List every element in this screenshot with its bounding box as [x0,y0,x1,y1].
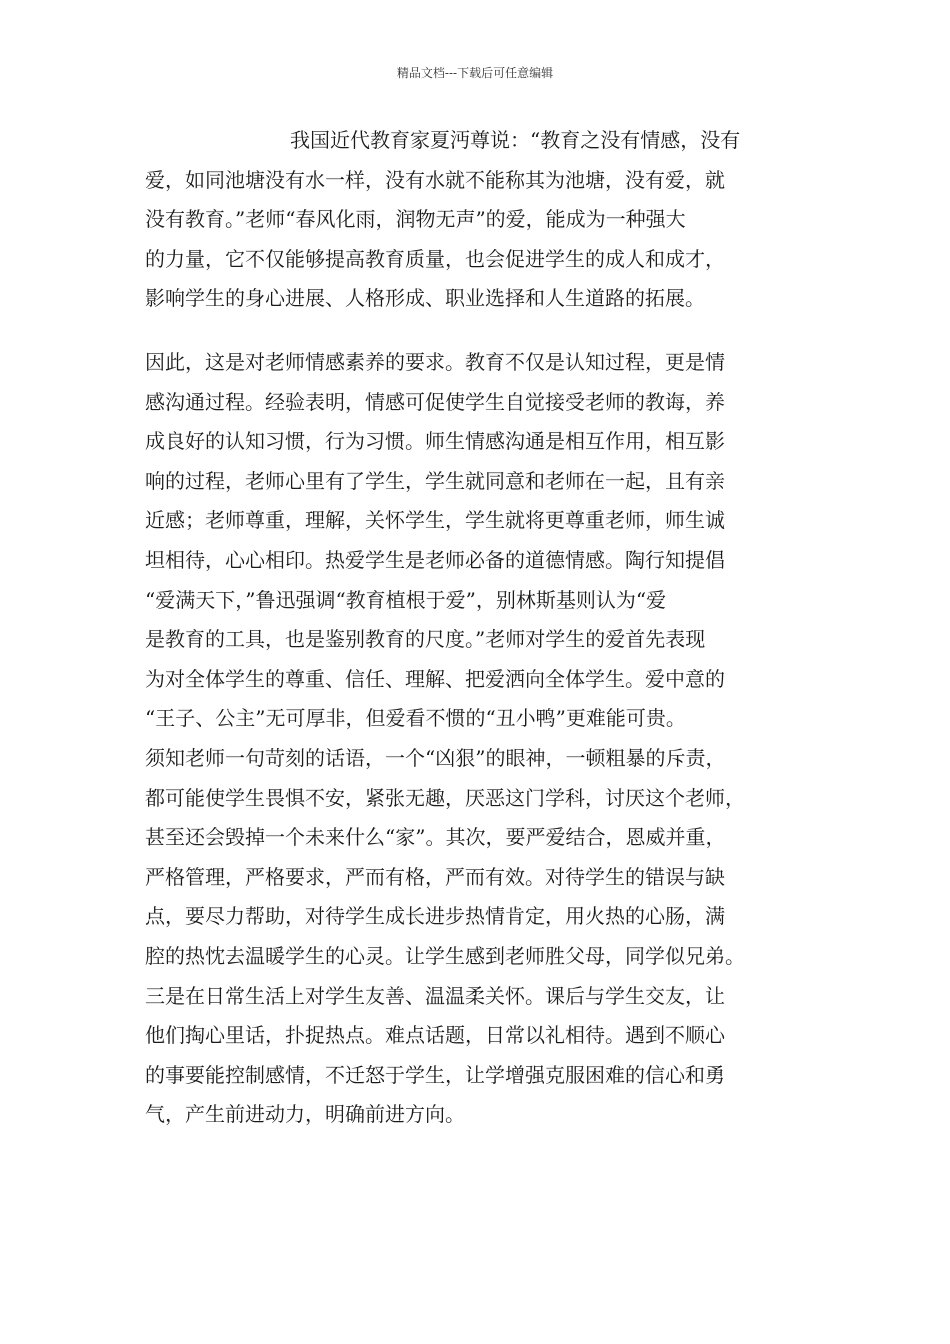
text-line: 都可能使学生畏惧不安，紧张无趣，厌恶这门学科，讨厌这个老师， [145,785,745,810]
text-line: 爱，如同池塘没有水一样，没有水就不能称其为池塘，没有爱，就 [145,167,725,192]
text-line: 他们掏心里话，扑捉热点。难点话题，日常以礼相待。遇到不顺心 [145,1023,725,1048]
paragraph-intro [145,121,825,319]
text-line: 近感；老师尊重，理解，关怀学生，学生就将更尊重老师，师生诚 [145,508,725,533]
text-line: 的力量，它不仅能够提高教育质量，也会促进学生的成人和成才， [145,246,725,271]
text-line: “王子、公主”无可厚非，但爱看不惯的“丑小鸭”更难能可贵。 [145,706,686,731]
text-line: 我国近代教育家夏沔尊说：“教育之没有情感，没有 [290,128,741,152]
text-line: 三是在日常生活上对学生友善、温温柔关怀。课后与学生交友，让 [145,983,725,1008]
text-line: 成良好的认知习惯，行为习惯。师生情感沟通是相互作用，相互影 [145,429,725,454]
text-line: 腔的热忱去温暖学生的心灵。让学生感到老师胜父母，同学似兄弟。 [145,943,745,968]
text-line: 坦相待，心心相印。热爱学生是老师必备的道德情感。陶行知提倡 [145,547,725,572]
text-line: 须知老师一句苛刻的话语，一个“凶狠”的眼神，一顿粗暴的斥责， [145,745,726,770]
text-line: 严格管理，严格要求，严而有格，严而有效。对待学生的错误与缺 [145,864,725,889]
text-line: 是教育的工具，也是鉴别教育的尺度。”老师对学生的爱首先表现 [145,627,706,652]
text-line: 气，产生前进动力，明确前进方向。 [145,1102,465,1127]
text-line: 的事要能控制感情，不迁怒于学生，让学增强克服困难的信心和勇 [145,1062,725,1087]
text-line: 为对全体学生的尊重、信任、理解、把爱洒向全体学生。爱中意的 [145,666,725,691]
text-line: 甚至还会毁掉一个未来什么“家”。其次，要严爱结合，恩威并重， [145,825,726,850]
text-line: “爱满天下，”鲁迅强调“教育植根于爱”，别林斯基则认为“爱 [145,587,667,612]
paragraph-main [145,343,825,1135]
text-line: 点，要尽力帮助，对待学生成长进步热情肯定，用火热的心肠，满 [145,904,725,929]
text-line: 感沟通过程。经验表明，情感可促使学生自觉接受老师的教诲，养 [145,389,725,414]
page-header: 精品文档---下载后可任意编辑 [396,66,554,80]
text-line: 影响学生的身心进展、人格形成、职业选择和人生道路的拓展。 [145,286,705,311]
text-line: 因此，这是对老师情感素养的要求。教育不仅是认知过程，更是情 [145,350,725,374]
text-line: 响的过程，老师心里有了学生，学生就同意和老师在一起，且有亲 [145,468,725,493]
text-line: 没有教育。”老师“春风化雨，润物无声”的爱，能成为一种强大 [145,207,686,232]
